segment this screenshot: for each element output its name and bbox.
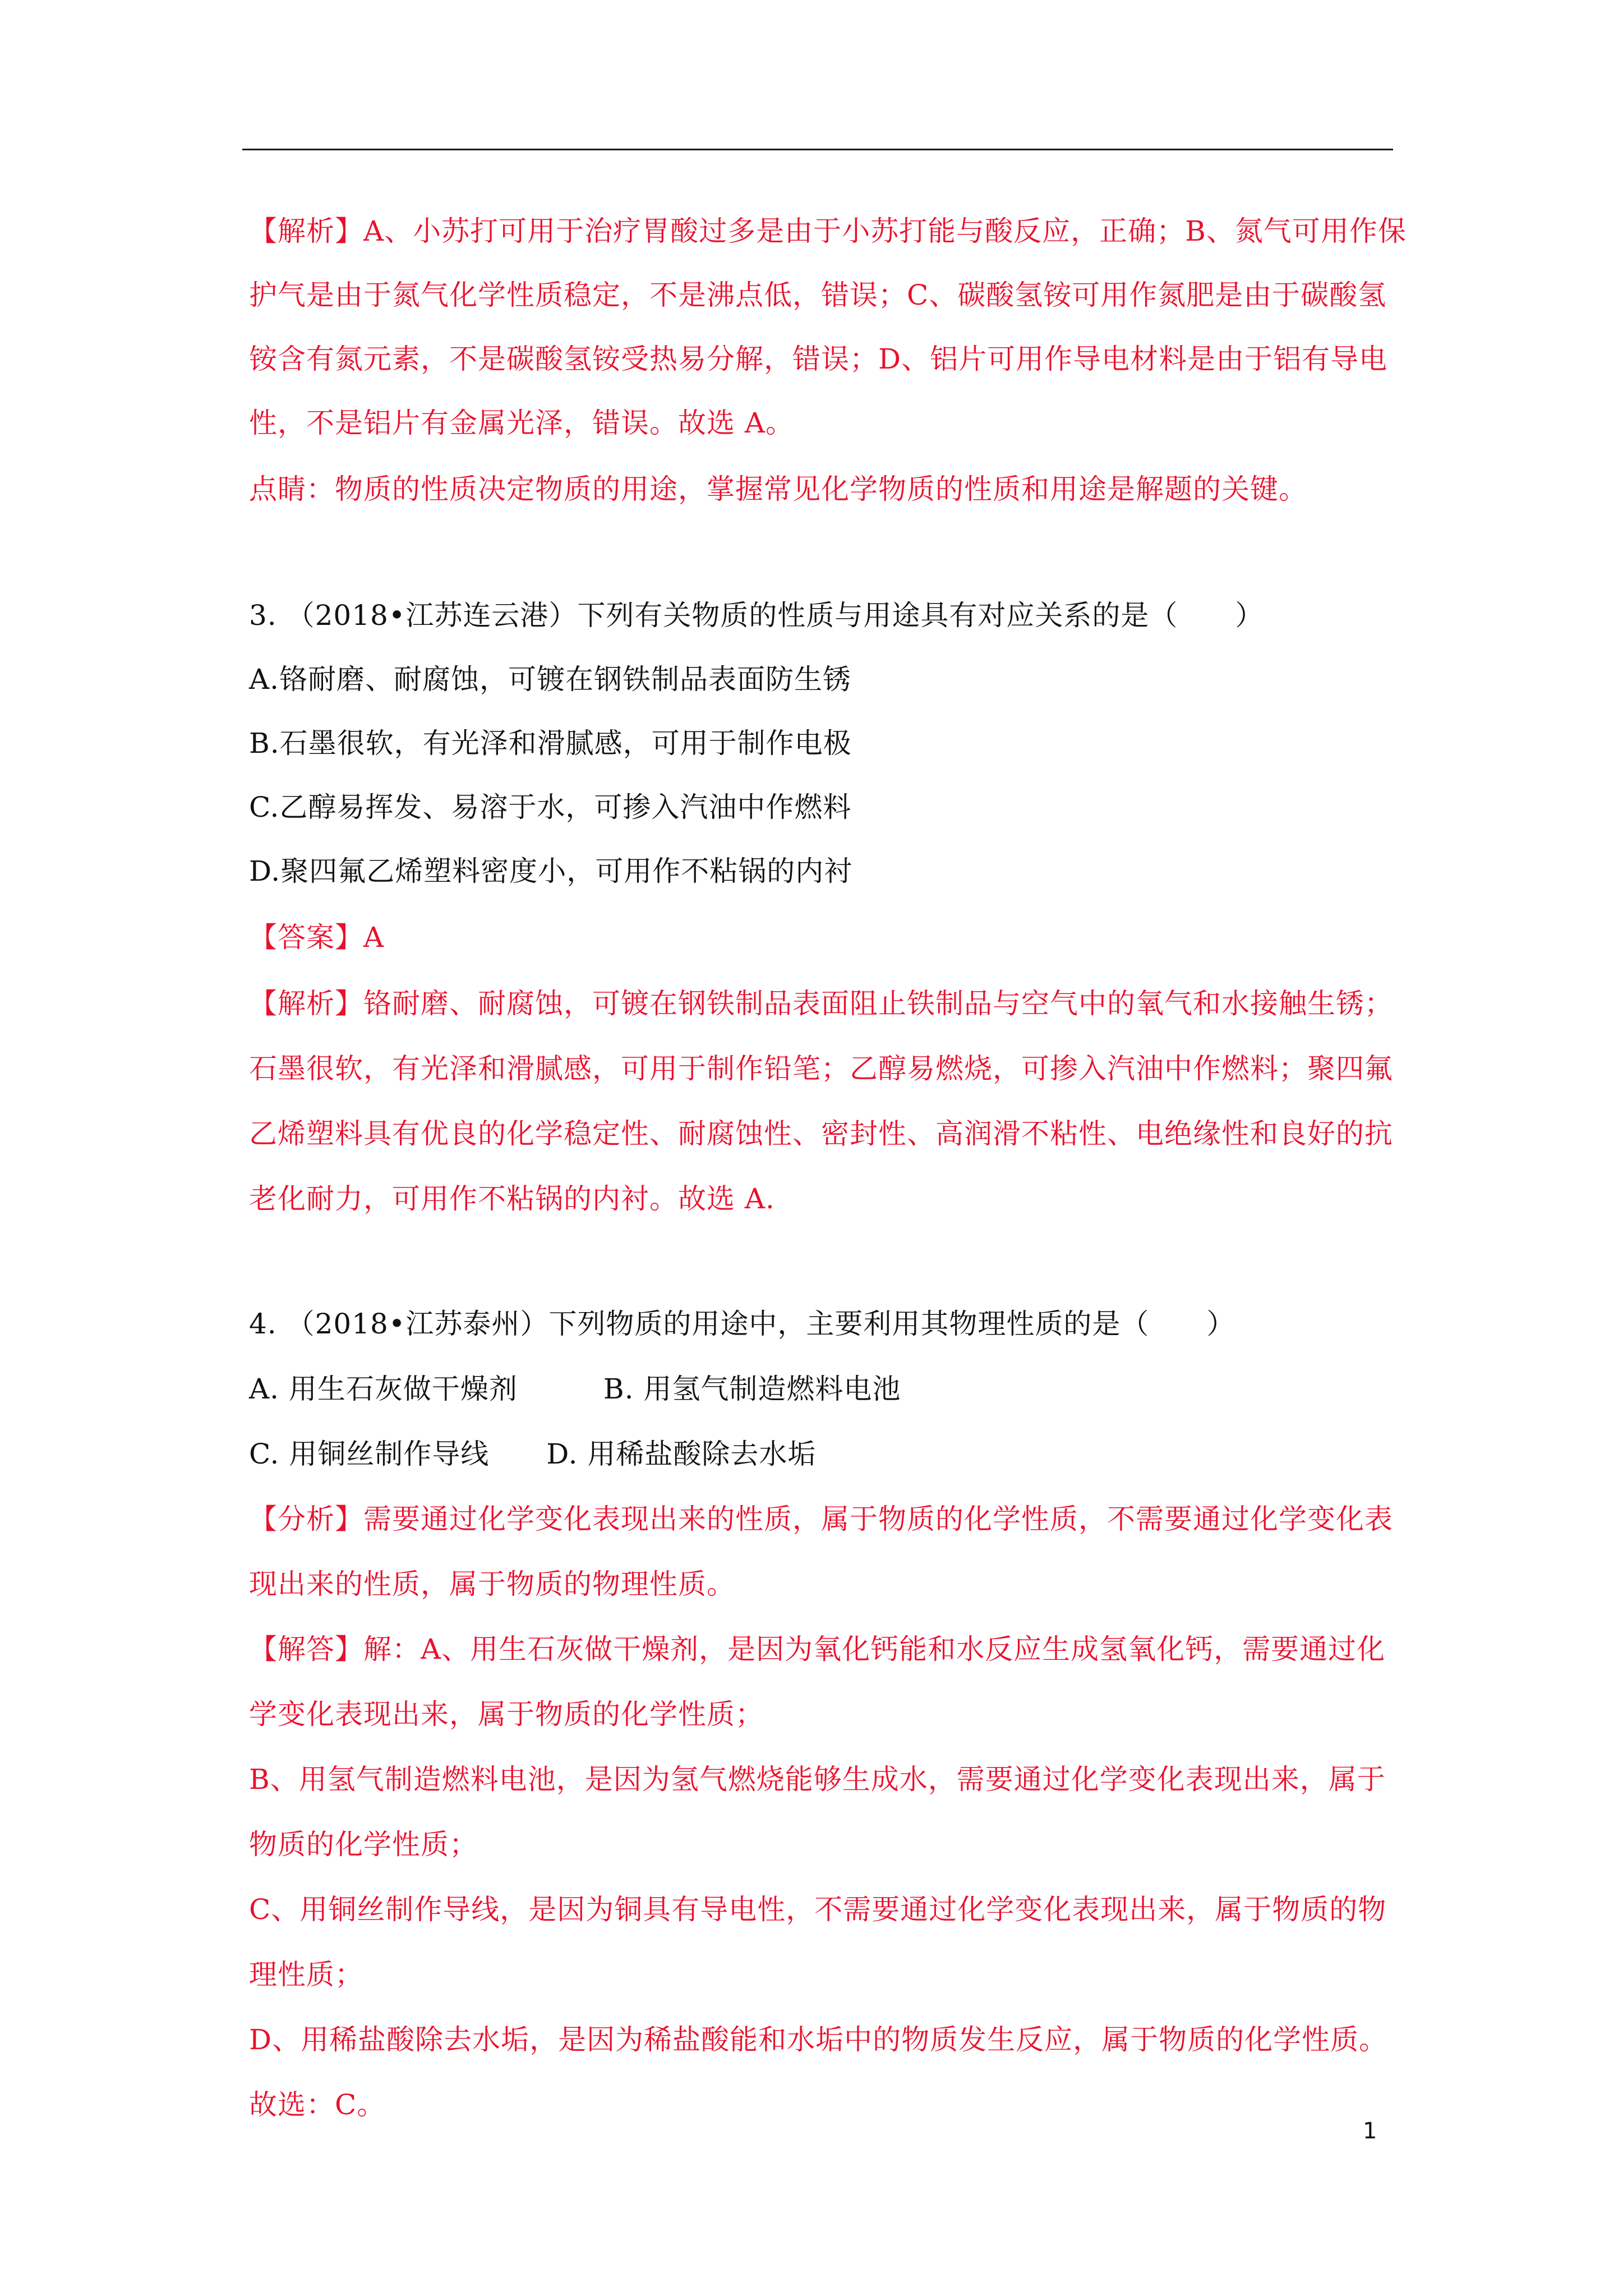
q4-jieda-line-6: 理性质； [249,1958,363,1991]
q4-jieda-line-3: B、用氢气制造燃料电池，是因为氢气燃烧能够生成水，需要通过化学变化表现出来，属于 [249,1763,1386,1796]
jiexi-line-4: 性，不是铝片有金属光泽，错误。故选 A。 [249,407,795,439]
q3-jiexi-line-1: 【解析】铬耐磨、耐腐蚀，可镀在钢铁制品表面阻止铁制品与空气中的氧气和水接触生锈； [249,987,1393,1020]
header-rule [242,149,1393,150]
q4-fenxi-line-2: 现出来的性质，属于物质的物理性质。 [249,1568,735,1600]
q3-answer: 【答案】A [249,921,385,954]
q4-jieda-line-5: C、用铜丝制作导线，是因为铜具有导电性，不需要通过化学变化表现出来，属于物质的物 [249,1893,1387,1926]
q3-option-a: A.铬耐磨、耐腐蚀，可镀在钢铁制品表面防生锈 [249,663,852,696]
page-number: 1 [1363,2118,1377,2144]
q4-fenxi-line-1: 【分析】需要通过化学变化表现出来的性质，属于物质的化学性质，不需要通过化学变化表 [249,1503,1393,1535]
q4-options-row-1: A. 用生石灰做干燥剂 B. 用氢气制造燃料电池 [249,1373,901,1405]
q4-jieda-line-7: D、用稀盐酸除去水垢，是因为稀盐酸能和水垢中的物质发生反应，属于物质的化学性质。 [249,2023,1388,2056]
jiexi-line-2: 护气是由于氮气化学性质稳定，不是沸点低，错误；C、碳酸氢铵可用作氮肥是由于碳酸氢 [249,279,1387,311]
q3-jiexi-line-4: 老化耐力，可用作不粘锅的内衬。故选 A. [249,1182,775,1215]
q3-option-b: B.石墨很软，有光泽和滑腻感，可用于制作电极 [249,727,852,760]
q4-jieda-line-1: 【解答】解：A、用生石灰做干燥剂，是因为氧化钙能和水反应生成氢氧化钙，需要通过化 [249,1633,1386,1665]
q4-options-row-2: C. 用铜丝制作导线 D. 用稀盐酸除去水垢 [249,1438,817,1470]
jiexi-line-1: 【解析】A、小苏打可用于治疗胃酸过多是由于小苏打能与酸反应，正确；B、氮气可用作保 [249,215,1407,247]
q3-option-d: D.聚四氟乙烯塑料密度小，可用作不粘锅的内衬 [249,855,853,887]
dianjing-note: 点睛：物质的性质决定物质的用途，掌握常见化学物质的性质和用途是解题的关键。 [249,473,1307,505]
q4-jieda-line-8: 故选：C。 [249,2088,386,2121]
jiexi-line-3: 铵含有氮元素，不是碳酸氢铵受热易分解，错误；D、铝片可用作导电材料是由于铝有导电 [249,343,1388,375]
q4-jieda-line-4: 物质的化学性质； [249,1828,478,1861]
q3-jiexi-line-2: 石墨很软，有光泽和滑腻感，可用于制作铅笔；乙醇易燃烧，可掺入汽油中作燃料；聚四氟 [249,1052,1393,1085]
q3-jiexi-line-3: 乙烯塑料具有优良的化学稳定性、耐腐蚀性、密封性、高润滑不粘性、电绝缘性和良好的抗 [249,1117,1393,1150]
q4-jieda-line-2: 学变化表现出来，属于物质的化学性质； [249,1698,764,1731]
q3-stem: 3. （2018•江苏连云港）下列有关物质的性质与用途具有对应关系的是（ ） [249,599,1264,632]
q3-option-c: C.乙醇易挥发、易溶于水，可掺入汽油中作燃料 [249,791,852,823]
q4-stem: 4. （2018•江苏泰州）下列物质的用途中，主要利用其物理性质的是（ ） [249,1308,1235,1340]
